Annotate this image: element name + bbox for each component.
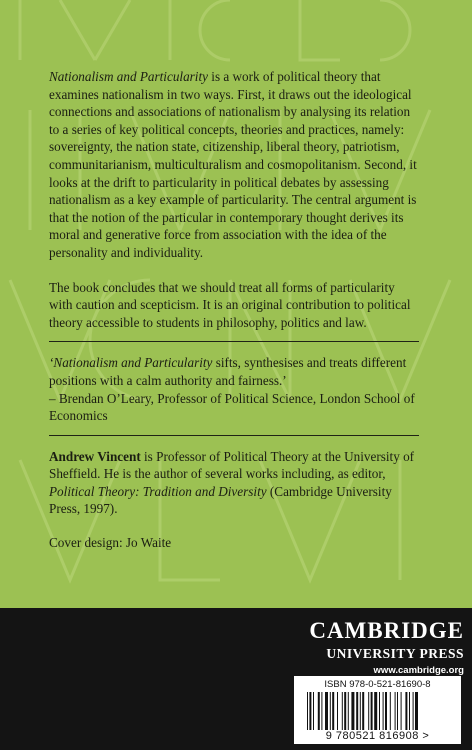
- author-bio-text-2: (Cambridge University Press, 1997).: [49, 483, 392, 517]
- divider-line: [49, 341, 419, 342]
- book-title: Nationalism and Particularity: [49, 69, 208, 84]
- publisher-subtitle: UNIVERSITY PRESS: [326, 646, 464, 661]
- author-book-title: Political Theory: Tradition and Diversity: [49, 483, 267, 499]
- author-bio-text-1: is Professor of Political Theory at the University of Sheffield. He is the author of several works including, as editor,: [49, 448, 415, 482]
- review-quote: [49, 354, 419, 389]
- quote-book-title: ‘Nationalism and Particularity: [49, 355, 213, 371]
- blurb-paragraph-1-text: is a work of political theory that examines nationalism in two ways. First, it draws out the ideological connections and associations of nationalism by analysing its relation to a series of key political concepts, theories and practices, namely: sovereignty, the nation state, citizenship, liberal theory, patriotism, communitarianism, multiculturalism and cosmopolitanism. Second, it looks at the drift to particularity in political debates by assessing nationalism as a key example of particularity. The central argument is that the notion of the particular in contemporary thought derives its moral and generative force from association with the idea of the personality and individuality.: [49, 69, 417, 260]
- author-name: Andrew Vincent: [49, 448, 141, 464]
- blurb-paragraph-2: The book concludes that we should treat all forms of particularity with caution and scepticism. It is an original contribution to political theory accessible to students in philosophy, politics and law.: [49, 279, 411, 330]
- cover-design-credit: Cover design: Jo Waite: [49, 535, 172, 551]
- blurb-paragraph-1: [49, 68, 419, 262]
- barcode-graphic: [307, 692, 453, 730]
- publisher-url: www.cambridge.org: [373, 665, 464, 676]
- publisher-name: CAMBRIDGE: [309, 618, 464, 643]
- author-bio: [49, 448, 419, 518]
- review-attribution: – Brendan O’Leary, Professor of Political Science, London School of Economics: [49, 390, 415, 424]
- divider-line: [49, 435, 419, 436]
- quote-text: sifts, synthesises and treats different positions with a calm authority and fairness.’: [49, 355, 407, 388]
- barcode-digits: 9 780521 816908 >: [325, 730, 430, 742]
- cover-text: [49, 68, 419, 552]
- isbn-label: ISBN 978-0-521-81690-8: [324, 679, 431, 690]
- isbn-barcode-panel: [294, 676, 461, 744]
